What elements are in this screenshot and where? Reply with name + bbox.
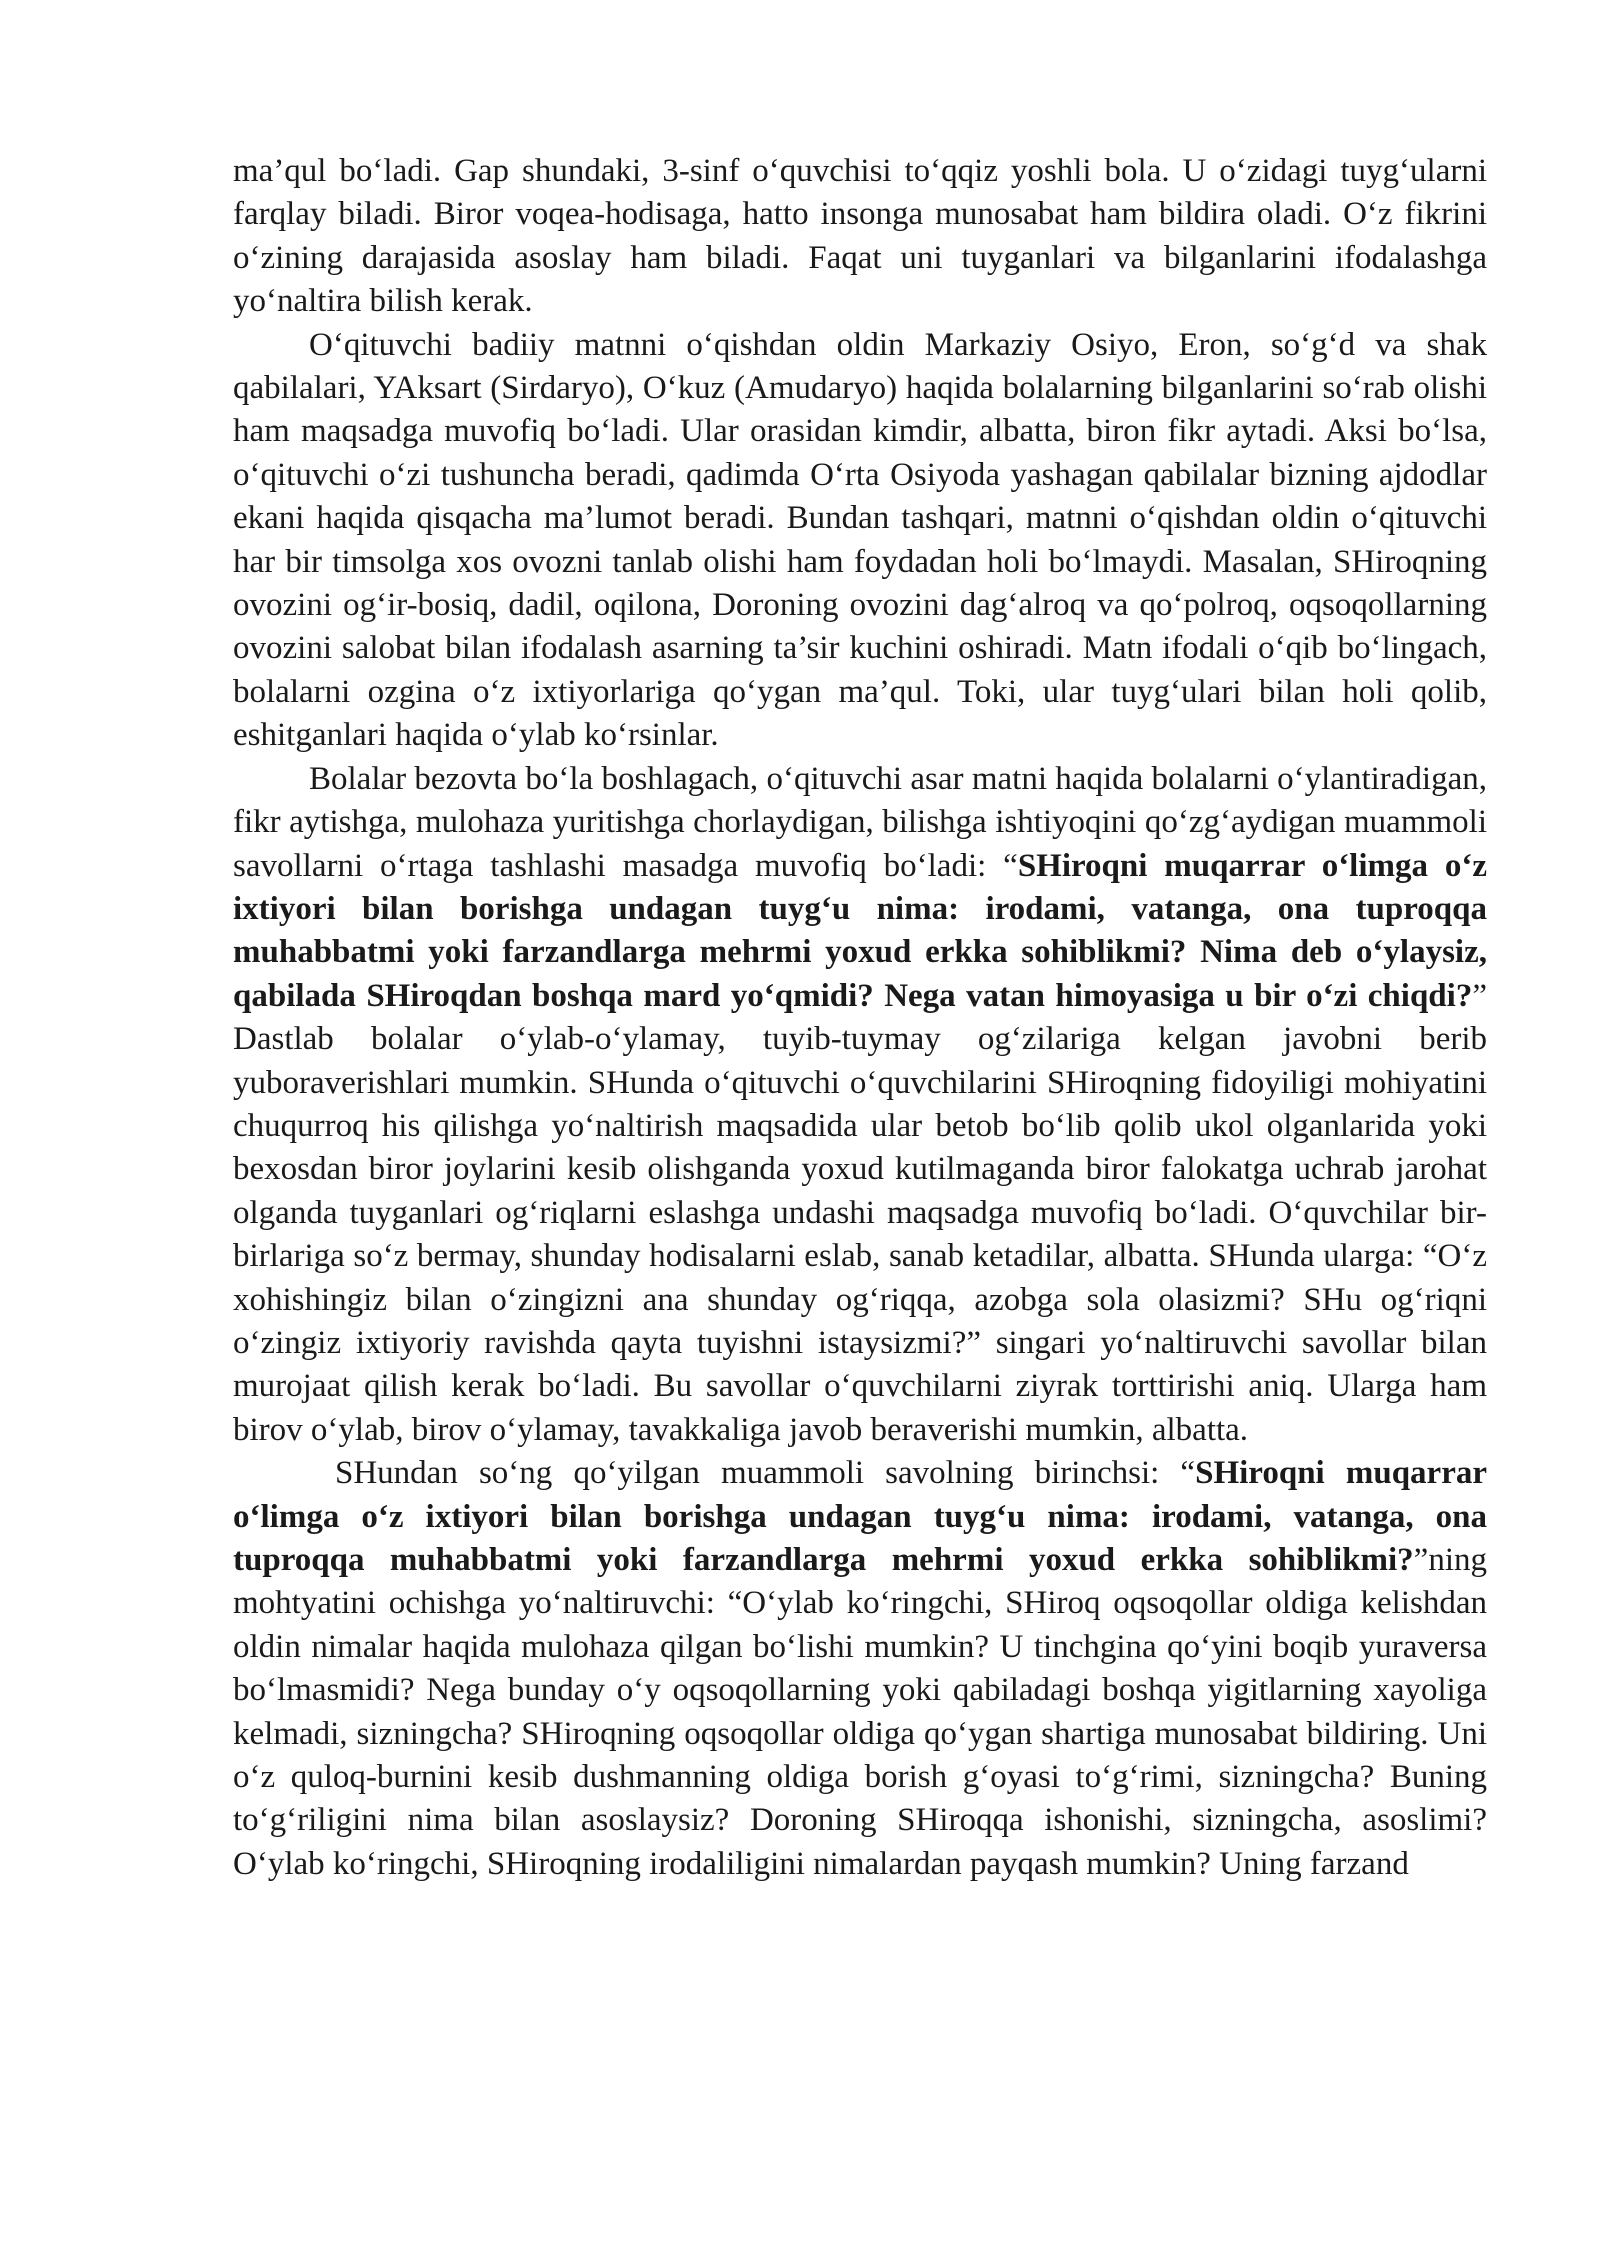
paragraph-4-bold-question: SHiroqni muqarrar o‘limga o‘z ixtiyori bilan borishga undagan tuyg‘u nima: irodami, vatanga, ona tuproqqa muhabbatmi yoki farzandlarga mehrmi yoxud erkka sohiblikmi?	[233, 1455, 1487, 1578]
paragraph-4-text-rest: ”ning mohtyatini ochishga yo‘naltiruvchi: “O‘ylab ko‘ringchi, SHiroq oqsoqollar oldiga kelishdan oldin nimalar haqida mulohaza qilgan bo‘lishi mumkin? U tinchgina qo‘yini boqib yuraversa bo‘lmasmidi? Nega bunday o‘y oqsoqollarning yoki qabiladagi boshqa yigitlarning xayoliga kelmadi, sizningcha? SHiroqning oqsoqollar oldiga qo‘ygan shartiga munosabat bildiring. Uni o‘z quloq-burnini kesib dushmanning oldiga borish g‘oyasi to‘g‘rimi, sizningcha? Buning to‘g‘riligini nima bilan asoslaysiz? Doroning SHiroqqa ishonishi, sizningcha, asoslimi? O‘ylab ko‘ringchi, SHiroqning irodaliligini nimalardan payqash mumkin? Uning farzand	[233, 1542, 1487, 1882]
document-page	[233, 150, 1487, 1886]
paragraph-2	[233, 324, 1487, 758]
paragraph-3-text-rest: ” Dastlab bolalar o‘ylab-o‘ylamay, tuyib-tuymay og‘zilariga kelgan javobni berib yuboraverishlari mumkin. SHunda o‘qituvchi o‘quvchilarini SHiroqning fidoyiligi mohiyatini chuqurroq his qilishga yo‘naltirish maqsadida ular betob bo‘lib qolib ukol olganlarida yoki bexosdan biror joylarini kesib olishganda yoxud kutilmaganda biror falokatga uchrab jarohat olganda tuyganlari og‘riqlarni eslashga undashi maqsadga muvofiq bo‘ladi. O‘quvchilar bir-birlariga so‘z bermay, shunday hodisalarni eslab, sanab ketadilar, albatta. SHunda ularga: “O‘z xohishingiz bilan o‘zingizni ana shunday og‘riqqa, azobga sola olasizmi? SHu og‘riqni o‘zingiz ixtiyoriy ravishda qayta tuyishni istaysizmi?” singari yo‘naltiruvchi savollar bilan murojaat qilish kerak bo‘ladi. Bu savollar o‘quvchilarni ziyrak torttirishi aniq. Ularga ham birov o‘ylab, birov o‘ylamay, tavakkaliga javob beraverishi mumkin, albatta.	[233, 977, 1487, 1448]
paragraph-3-bold-question: SHiroqni muqarrar o‘limga o‘z ixtiyori bilan borishga undagan tuyg‘u nima: irodami, vatanga, ona tuproqqa muhabbatmi yoki farzandlarga mehrmi yoxud erkka sohiblikmi? Nima deb o‘ylaysiz, qabilada SHiroqdan boshqa mard yo‘qmidi? Nega vatan himoyasiga u bir o‘zi chiqdi?	[233, 847, 1488, 1014]
paragraph-1	[233, 150, 1487, 324]
paragraph-3	[233, 758, 1487, 1453]
paragraph-4	[233, 1452, 1487, 1886]
paragraph-4-text-intro: SHundan so‘ng qo‘yilgan muammoli savolning birinchsi: “	[335, 1455, 1196, 1492]
paragraph-3-text-intro: Bolalar bezovta bo‘la boshlagach, o‘qituvchi asar matni haqida bolalarni o‘ylantiradigan, fikr aytishga, mulohaza yuritishga chorlaydigan, bilishga ishtiyoqini qo‘zg‘aydigan muammoli savollarni o‘rtaga tashlashi masadga muvofiq bo‘ladi: “	[233, 760, 1487, 884]
paragraph-1-text: ma’qul bo‘ladi. Gap shundaki, 3-sinf o‘quvchisi to‘qqiz yoshli bola. U o‘zidagi tuyg‘ularni farqlay biladi. Biror voqea-hodisaga, hatto insonga munosabat ham bildira oladi. O‘z fikrini o‘zining darajasida asoslay ham biladi. Faqat uni tuyganlari va bilganlarini ifodalashga yo‘naltira bilish kerak.	[233, 153, 1487, 320]
paragraph-2-text: O‘qituvchi badiiy matnni o‘qishdan oldin Markaziy Osiyo, Eron, so‘g‘d va shak qabilalari, YAksart (Sirdaryo), O‘kuz (Amudaryo) haqida bolalarning bilganlarini so‘rab olishi ham maqsadga muvofiq bo‘ladi. Ular orasidan kimdir, albatta, biron fikr aytadi. Aksi bo‘lsa, o‘qituvchi o‘zi tushuncha beradi, qadimda O‘rta Osiyoda yashagan qabilalar bizning ajdodlar ekani haqida qisqacha ma’lumot beradi. Bundan tashqari, matnni o‘qishdan oldin o‘qituvchi har bir timsolga xos ovozni tanlab olishi ham foydadan holi bo‘lmaydi. Masalan, SHiroqning ovozini og‘ir-bosiq, dadil, oqilona, Doroning ovozini dag‘alroq va qo‘polroq, oqsoqollarning ovozini salobat bilan ifodalash asarning ta’sir kuchini oshiradi. Matn ifodali o‘qib bo‘lingach, bolalarni ozgina o‘z ixtiyorlariga qo‘ygan ma’qul. Toki, ular tuyg‘ulari bilan holi qolib, eshitganlari haqida o‘ylab ko‘rsinlar.	[233, 326, 1487, 754]
